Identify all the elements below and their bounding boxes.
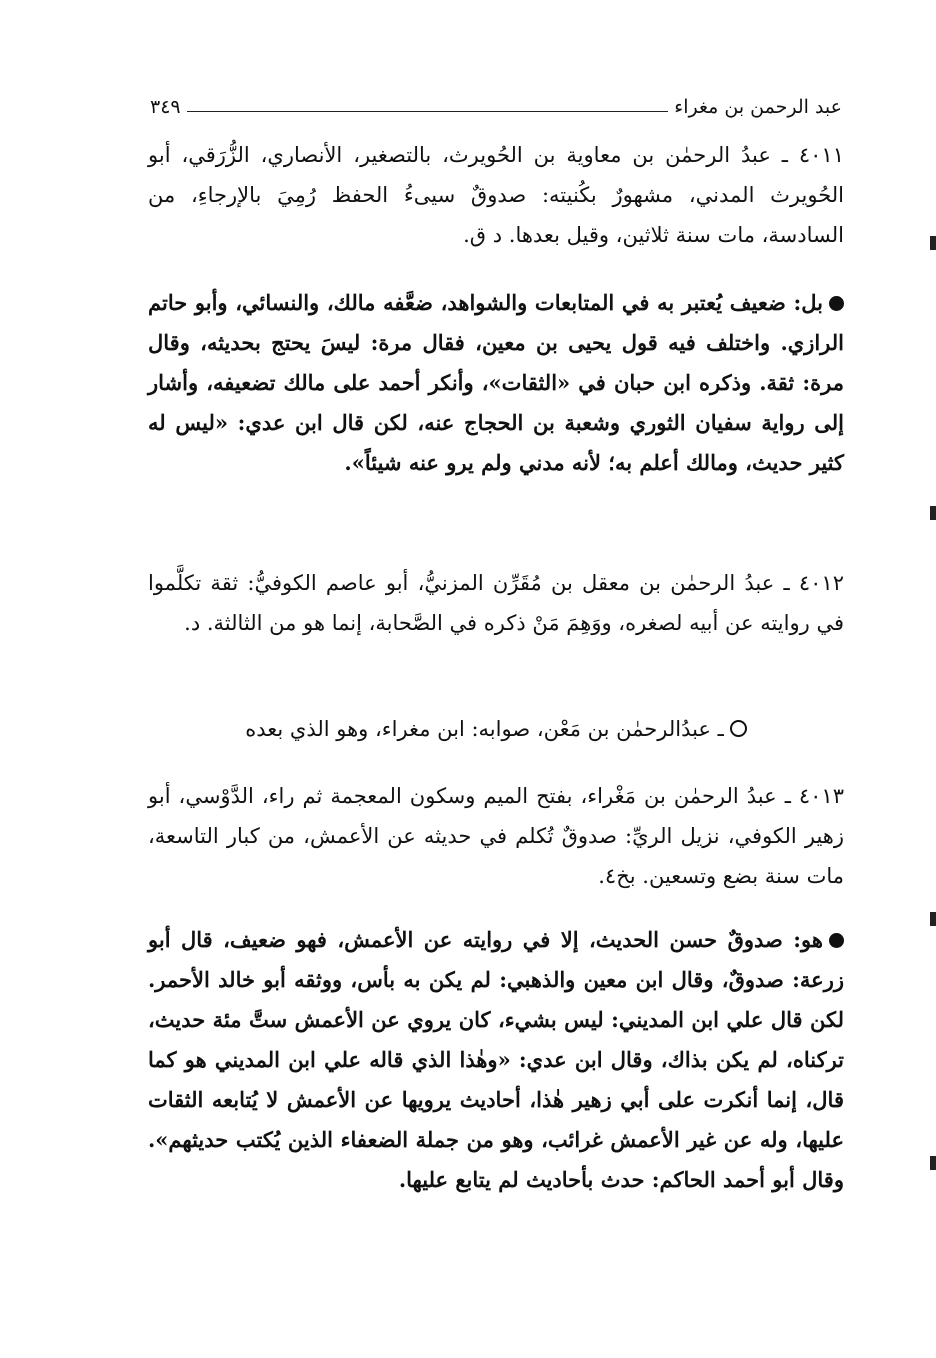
bullet-icon [829, 296, 844, 311]
entry-number: ٤٠١١ ـ [781, 143, 844, 167]
running-title: عبد الرحمن بن مغراء [674, 96, 842, 118]
page-header [150, 86, 842, 118]
commentary-text: هو: صدوقٌ حسن الحديث، إلا في روايته عن الأعمش، فهو ضعيف، قال أبو زرعة: صدوقٌ، وقال ابن معين والذهبي: لم يكن به بأس، ووثقه أبو خالد الأحمر. لكن قال علي ابن المديني: ليس بشيء، كان يروي عن الأعمش ستَّ مئة حديث، تركناه، لم يكن بذاك، وقال ابن عدي: «وهٰذا الذي قاله علي ابن المديني هو كما قال، إنما أنكرت على أبي زهير هٰذا، أحاديث يرويها عن الأعمش لا يُتابعه الثقات عليها، وله عن غير الأعمش غرائب، وهو من جملة الضعفاء الذين يُكتب حديثهم». وقال أبو أحمد الحاكم: حدث بأحاديث لم يتابع عليها. [148, 927, 844, 1192]
margin-mark [930, 506, 936, 520]
entry-text: عبدُ الرحمٰن بن معقل بن مُقَرِّن المزنيُّ، أبو عاصم الكوفيُّ: ثقة تكلَّموا في روايته عن أبيه لصغره، ووَهِمَ مَنْ ذكره في الصَّحابة، إنما هو من الثالثة. د. [148, 571, 844, 635]
entry-number: ٤٠١٢ ـ [783, 571, 844, 595]
header-rule [187, 111, 669, 112]
commentary-4013 [148, 920, 844, 1270]
entry-4013 [148, 776, 844, 900]
circle-icon [730, 720, 747, 737]
commentary-4011 [148, 283, 844, 545]
entry-number: ٤٠١٣ ـ [784, 784, 844, 808]
margin-mark [930, 236, 936, 250]
cross-reference [148, 709, 844, 753]
entry-4011 [148, 135, 844, 259]
margin-mark [930, 1156, 936, 1170]
margin-mark [930, 912, 936, 926]
cross-reference-text: ـ عبدُالرحمٰن بن مَعْن، صوابه: ابن مغراء، وهو الذي بعده [245, 717, 724, 741]
entry-text: عبدُ الرحمٰن بن مَغْراء، بفتح الميم وسكون المعجمة ثم راء، الدَّوْسي، أبو زهير الكوفي، نزيل الريِّ: صدوقٌ تُكلم في حديثه عن الأعمش، من كبار التاسعة، مات سنة بضع وتسعين. بخ٤. [148, 784, 844, 888]
entry-text: عبدُ الرحمٰن بن معاوية بن الحُويرث، بالتصغير، الأنصاري، الزُّرَقي، أبو الحُويرث المدني، مشهورٌ بكُنيته: صدوقٌ سيىءُ الحفظ رُمِيَ بالإرجاءِ، من السادسة، مات سنة ثلاثين، وقيل بعدها. د ق. [148, 143, 844, 247]
page-number: ٣٤٩ [150, 96, 181, 118]
bullet-icon [829, 933, 844, 948]
commentary-text: بل: ضعيف يُعتبر به في المتابعات والشواهد، ضعَّفه مالك، والنسائي، وأبو حاتم الرازي. واختلف فيه قول يحيى بن معين، فقال مرة: ليسَ يحتج بحديثه، وقال مرة: ثقة. وذكره ابن حبان في «الثقات»، وأنكر أحمد على مالك تضعيفه، وأشار إلى رواية سفيان الثوري وشعبة بن الحجاج عنه، لكن قال ابن عدي: «ليس له كثير حديث، ومالك أعلم به؛ لأنه مدني ولم يرو عنه شيئاً». [148, 290, 844, 475]
entry-4012 [148, 563, 844, 687]
